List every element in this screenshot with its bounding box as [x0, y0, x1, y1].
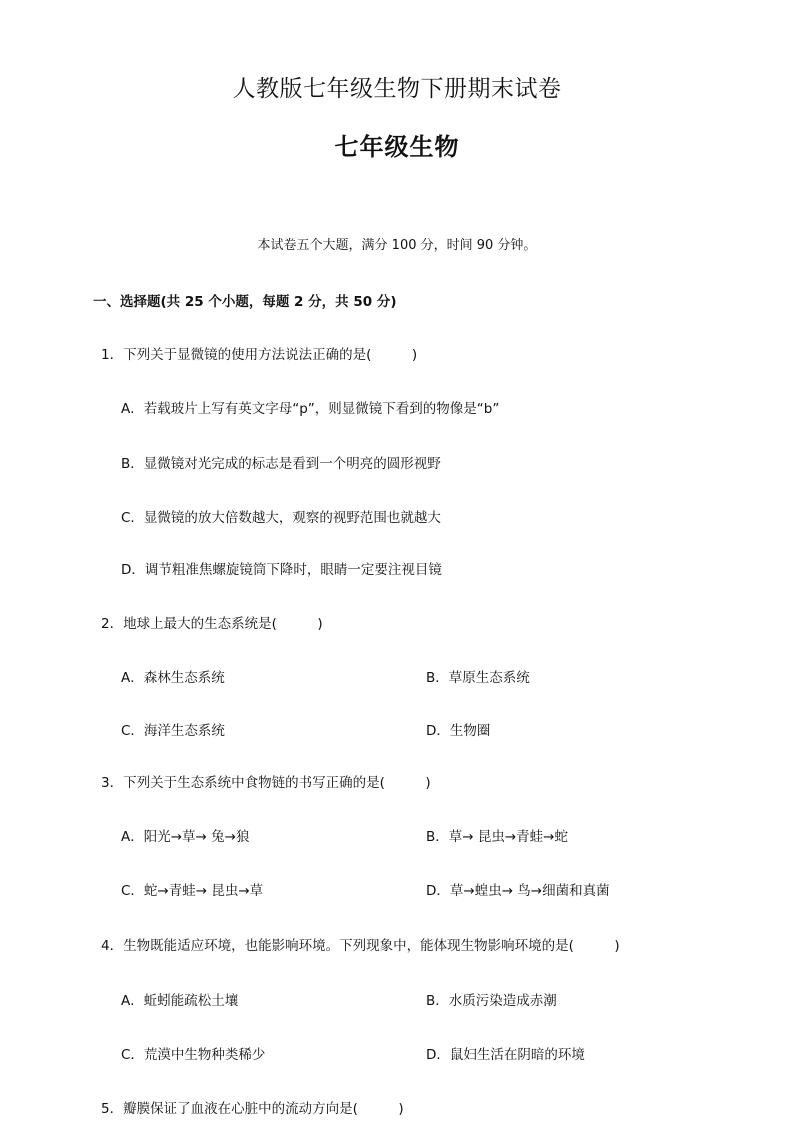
question-5-stem: 5．瓣膜保证了血液在心脏中的流动方向是( ): [101, 1101, 404, 1117]
question-2-option-a: A．森林生态系统: [121, 670, 225, 686]
question-1-stem: 1．下列关于显微镜的使用方法说法正确的是( ): [101, 347, 418, 363]
question-4-stem: 4．生物既能适应环境，也能影响环境。下列现象中，能体现生物影响环境的是( ): [101, 938, 620, 954]
page-title: 人教版七年级生物下册期末试卷: [232, 76, 562, 102]
question-3-option-c: C．蛇→青蛙→ 昆虫→草: [121, 883, 264, 899]
question-3-option-d: D．草→蝗虫→ 鸟→细菌和真菌: [426, 883, 610, 899]
question-4-option-b: B．水质污染造成赤潮: [426, 993, 557, 1009]
page-subtitle: 七年级生物: [334, 133, 460, 161]
question-2-option-d: D．生物圈: [426, 723, 491, 739]
question-1-option-c: C．显微镜的放大倍数越大，观察的视野范围也就越大: [121, 510, 441, 526]
question-4-option-d: D．鼠妇生活在阴暗的环境: [426, 1047, 585, 1063]
question-1-option-d: D．调节粗准焦螺旋镜筒下降时，眼睛一定要注视目镜: [121, 562, 442, 578]
question-2-option-b: B．草原生态系统: [426, 670, 530, 686]
question-1-option-a: A．若载玻片上写有英文字母“p”，则显微镜下看到的物像是“b”: [121, 401, 500, 417]
question-2-option-c: C．海洋生态系统: [121, 723, 225, 739]
section-heading: 一、选择题(共 25 个小题，每题 2 分，共 50 分): [93, 294, 397, 310]
question-3-option-a: A．阳光→草→ 兔→狼: [121, 829, 250, 845]
question-2-stem: 2．地球上最大的生态系统是( ): [101, 616, 323, 632]
question-3-option-b: B．草→ 昆虫→青蛙→蛇: [426, 829, 568, 845]
question-3-stem: 3．下列关于生态系统中食物链的书写正确的是( ): [101, 775, 431, 791]
question-4-option-a: A．蚯蚓能疏松土壤: [121, 993, 239, 1009]
question-1-option-b: B．显微镜对光完成的标志是看到一个明亮的圆形视野: [121, 456, 441, 472]
exam-instructions: 本试卷五个大题，满分 100 分，时间 90 分钟。: [257, 238, 537, 253]
question-4-option-c: C．荒漠中生物种类稀少: [121, 1047, 266, 1063]
